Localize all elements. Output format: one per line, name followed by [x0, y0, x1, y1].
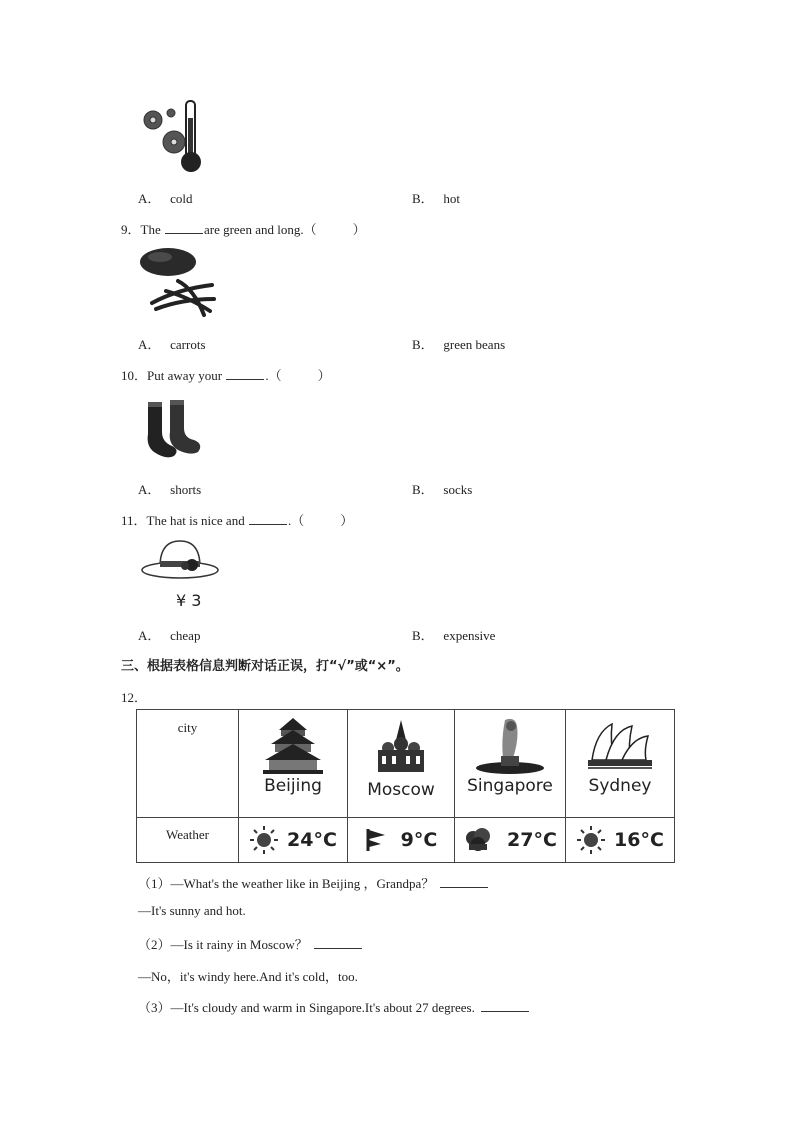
- option-b-hot[interactable]: B． hot: [412, 191, 461, 206]
- green-beans-picture: [138, 245, 218, 319]
- dialogue-1-question: （1）—What's the weather like in Beijing ，Grandpa？: [138, 873, 488, 892]
- temperature: 9°C: [400, 829, 438, 851]
- city-cell-singapore: [455, 710, 566, 818]
- temple-icon: [239, 710, 347, 776]
- option-a-cold[interactable]: A． cold: [138, 191, 193, 206]
- question-9: 9．The are green and long.（ ）: [121, 222, 366, 237]
- option-a-carrots[interactable]: A． carrots: [138, 337, 206, 352]
- bean-pile-icon: [140, 248, 196, 276]
- cold-weather-picture: [138, 98, 210, 176]
- weather-cell-sydney: [566, 818, 675, 863]
- city-header: city: [177, 720, 198, 735]
- option-a-cheap[interactable]: A． cheap: [138, 628, 201, 643]
- wind-icon: [365, 827, 387, 853]
- city-cell-moscow: [348, 710, 455, 818]
- option-b-green-beans[interactable]: B． green beans: [412, 337, 506, 352]
- dialogue-1-answer: —It's sunny and hot.: [138, 903, 246, 918]
- dialogue-2-question: （2）—Is it rainy in Moscow？: [138, 934, 362, 953]
- answer-blank[interactable]: [440, 877, 488, 888]
- sock-icon: [170, 400, 201, 454]
- temperature: 24°C: [287, 829, 337, 851]
- weather-cell-beijing: [239, 818, 348, 863]
- socks-picture: [140, 398, 208, 460]
- weather-cell-moscow: [348, 818, 455, 863]
- city-cell-beijing: [239, 710, 348, 818]
- answer-blank[interactable]: [481, 1001, 529, 1012]
- option-a-shorts[interactable]: A． shorts: [138, 482, 202, 497]
- dialogue-2-answer: —No，it's windy here.And it's cold，too.: [138, 969, 358, 984]
- dialogue-3-statement: （3）—It's cloudy and warm in Singapore.It's about 27 degrees.: [138, 997, 529, 1016]
- cloud-icon: [463, 826, 493, 854]
- answer-blank[interactable]: [249, 514, 287, 525]
- section-title: 三、根据表格信息判断对话正误，打“√”或“×”。: [121, 659, 409, 674]
- temperature: 16°C: [614, 829, 664, 851]
- option-b-socks[interactable]: B． socks: [412, 482, 473, 497]
- answer-blank[interactable]: [165, 223, 203, 234]
- city-name: Beijing: [264, 776, 322, 796]
- opera-house-icon: [566, 710, 674, 776]
- city-name: Sydney: [588, 776, 652, 796]
- bean-pods-icon: [152, 281, 214, 315]
- weather-table: [136, 709, 675, 863]
- city-cell-sydney: [566, 710, 675, 818]
- sun-icon: [249, 825, 279, 855]
- kremlin-icon: [348, 710, 454, 780]
- city-header-cell: [137, 710, 239, 818]
- temperature: 27°C: [507, 829, 557, 851]
- answer-blank[interactable]: [314, 938, 362, 949]
- weather-header: Weather: [166, 827, 209, 842]
- sun-icon: [576, 825, 606, 855]
- hat-price: ¥ 3: [176, 591, 202, 610]
- question-11: 11．The hat is nice and .（ ）: [121, 513, 354, 528]
- question-10: 10．Put away your .（ ）: [121, 368, 331, 383]
- answer-blank[interactable]: [226, 369, 264, 380]
- city-name: Singapore: [467, 776, 553, 796]
- option-b-expensive[interactable]: B． expensive: [412, 628, 496, 643]
- weather-cell-singapore: [455, 818, 566, 863]
- merlion-icon: [455, 710, 565, 776]
- city-name: Moscow: [367, 780, 435, 800]
- snowflake-icon: [144, 109, 185, 153]
- question-12-number: 12．: [121, 690, 148, 705]
- weather-header-cell: [137, 818, 239, 863]
- hat-picture: [140, 537, 220, 587]
